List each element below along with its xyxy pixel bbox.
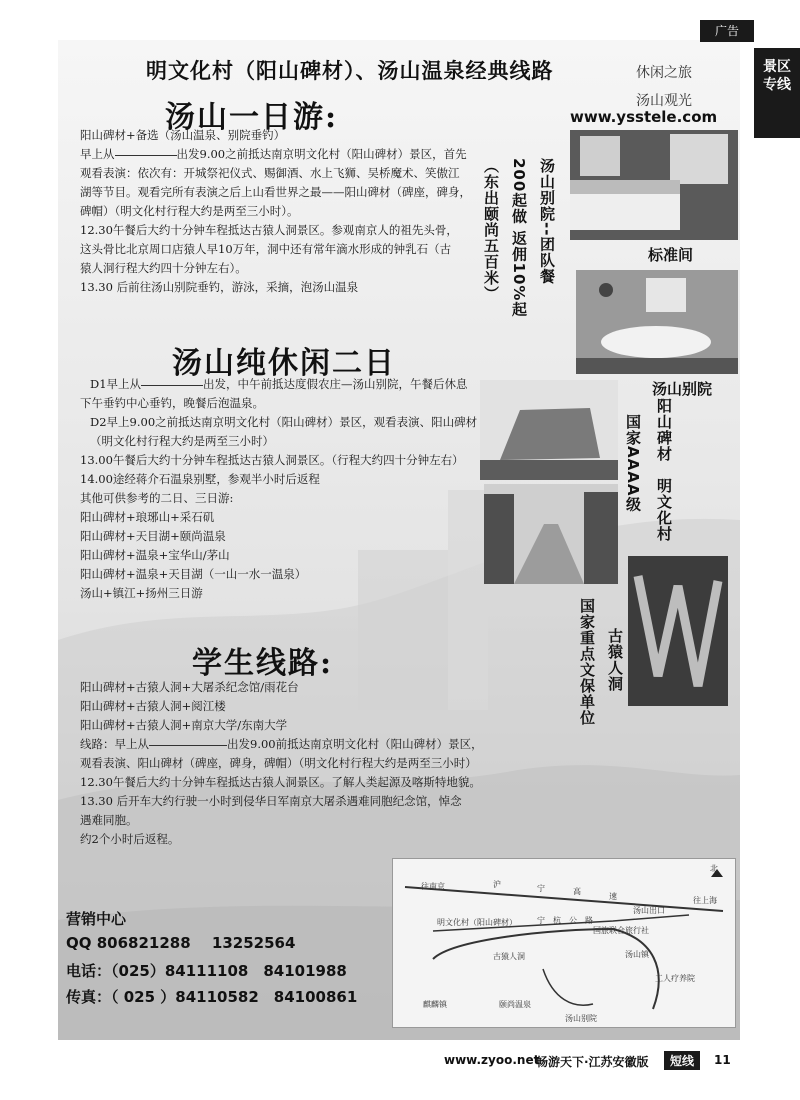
day-tour-line: 碑帽）（明文化村行程大约是两至三小时）。: [80, 204, 299, 218]
qq-label: QQ: [66, 934, 92, 952]
student-line: 阳山碑材+古猿人洞+南京大学/东南大学: [80, 718, 288, 732]
two-day-line: 14.00途经蒋介石温泉别墅，参观半小时后返程: [80, 472, 320, 486]
photo-standard-room: [570, 130, 738, 240]
day-tour-line: 12.30午餐后大约十分钟车程抵达古猿人洞景区。参观南京人的祖先头骨，: [80, 223, 458, 237]
map-hu: 沪: [493, 880, 501, 889]
qq-number-2[interactable]: 13252564: [211, 934, 296, 952]
photo-yangshan-stele: [480, 380, 618, 480]
two-day-line: 其他可供参考的二日、三日游:: [80, 491, 234, 505]
phone-number[interactable]: （025）84111108 84101988: [111, 962, 347, 980]
footer-site[interactable]: www.zyoo.net: [444, 1053, 540, 1067]
map-yishang: 颐尚温泉: [499, 1000, 531, 1009]
student-line: 遇难同胞。: [80, 813, 138, 827]
phone-label: 电话：: [66, 962, 112, 980]
website-url[interactable]: www.ysstele.com: [570, 108, 718, 126]
student-route-title: 学生线路:: [192, 646, 334, 681]
day-tour-title: 汤山一日游:: [165, 100, 339, 135]
side-note-leisure: 休闲之旅: [636, 65, 692, 81]
student-line: 13.30 后开车大约行驶一小时到侵华日军南京大屠杀遇难同胞纪念馆，悼念: [80, 794, 462, 808]
two-day-line: 阳山碑材+温泉+宝华山/茅山: [80, 548, 230, 562]
fax-label: 传真：: [66, 988, 112, 1006]
hall-illustration: [576, 270, 738, 374]
photo-banquet-hall: [576, 270, 738, 374]
student-route-prefix: 线路：早上从: [80, 737, 149, 751]
two-day-line: 13.00午餐后大约十分钟车程抵达古猿人洞景区。（行程大约四十分钟左右）: [80, 453, 464, 467]
map-north: 北: [710, 864, 718, 873]
map-qilin: 麒麟镇: [423, 1000, 447, 1009]
map-exit: 汤山出口: [633, 906, 665, 915]
footer-section-badge: 短线: [664, 1051, 700, 1070]
map-to-shanghai: 往上海: [693, 896, 717, 905]
map-ning-hang-road: 宁 杭 公 路: [537, 916, 593, 925]
two-day-line: 阳山碑材+琅琊山+采石矶: [80, 510, 215, 524]
room-illustration: [570, 130, 738, 240]
heritage-label: 国家重点文保单位: [578, 598, 596, 726]
day-tour-line-prefix: 早上从: [80, 147, 115, 161]
two-day-text: [80, 375, 477, 603]
student-line: 阳山碑材+古猿人洞+阅江楼: [80, 699, 226, 713]
map-to-nanjing: 往南京: [421, 882, 445, 891]
village-illustration: [484, 484, 618, 584]
day-tour-line: 13.30 后前往汤山别院垂钓，游泳，采摘，泡汤山温泉: [80, 280, 359, 294]
day-tour-line: 观看表演：依次有：开城祭祀仪式、赐御酒、水上飞狮、吴桥魔术、笑傲江: [80, 166, 460, 180]
ad-tag: 广告: [700, 20, 754, 42]
footer-magazine: 畅游天下·江苏安徽版: [536, 1055, 649, 1069]
national-4a-label: 国家AAAA级: [624, 414, 642, 513]
route-map[interactable]: [392, 858, 736, 1028]
side-tab-line-2: 专线: [763, 77, 791, 93]
meal-offer-label: 汤山别院--团队餐: [538, 158, 556, 285]
footer-page-number: 11: [714, 1053, 731, 1067]
qq-number[interactable]: 806821288: [96, 934, 191, 952]
map-villa: 汤山别院: [565, 1014, 597, 1023]
side-tab-line-1: 景区: [763, 59, 791, 75]
day-tour-line: 这头骨比北京周口店猿人早10万年，洞中还有常年滴水形成的钟乳石（古: [80, 242, 452, 256]
student-line: 约2个小时后返程。: [80, 832, 180, 846]
map-tangshan-town: 汤山镇: [625, 950, 649, 959]
map-agency: 国旅联合旅行社: [593, 926, 649, 935]
student-line: 12.30午餐后大约十分钟车程抵达古猿人洞景区。了解人类起源及喀斯特地貌。: [80, 775, 481, 789]
student-route-text: [80, 678, 483, 849]
ape-cave-label: 古猿人洞: [606, 628, 624, 692]
two-day-line-prefix: D1早上从: [90, 377, 142, 391]
photo-ming-village: [484, 484, 618, 584]
two-day-line-rest: 出发，中午前抵达度假农庄—汤山别院，午餐后休息: [203, 377, 468, 391]
photo-ape-cave: [628, 556, 728, 706]
two-day-line: 汤山+镇江+扬州三日游: [80, 586, 203, 600]
two-day-line: D2早上9.00之前抵达南京明文化村（阳山碑材）景区，观看表演、阳山碑材: [90, 415, 478, 429]
caption-tangshan-villa: 汤山别院: [652, 380, 713, 398]
blank-underline: [149, 744, 227, 746]
two-day-line: 阳山碑材+天目湖+颐尚温泉: [80, 529, 226, 543]
map-ning: 宁: [537, 884, 545, 893]
blank-underline: [141, 384, 203, 386]
contact-qq: [66, 934, 295, 952]
two-day-line: 阳山碑材+温泉+天目湖（一山一水一温泉）: [80, 567, 307, 581]
section-side-tab: [754, 48, 800, 138]
student-line: 阳山碑材+古猿人洞+大屠杀纪念馆/雨花台: [80, 680, 299, 694]
yangshan-label: 阳山碑材 明文化村: [655, 398, 673, 542]
contact-phone: [66, 960, 347, 981]
map-ming-village: 明文化村（阳山碑材）: [437, 918, 517, 927]
blank-underline: [115, 154, 177, 156]
day-tour-line: 阳山碑材+备选（汤山温泉、别院垂钓）: [80, 128, 286, 142]
two-day-line: 下午垂钓中心垂钓，晚餐后泡温泉。: [80, 396, 264, 410]
price-note-label: （东出颐尚五百米）: [482, 158, 500, 302]
two-day-title: 汤山纯休闲二日: [172, 346, 396, 381]
student-line-rest: 出发9.00前抵达南京明文化村（阳山碑材）景区，: [227, 737, 483, 751]
map-gao: 高: [573, 887, 581, 896]
caption-standard-room: 标准间: [648, 246, 694, 264]
day-tour-line: 猿人洞行程大约四十分钟左右）。: [80, 261, 247, 275]
day-tour-line-rest: 出发9.00之前抵达南京明文化村（阳山碑材）景区，首先: [176, 147, 467, 161]
map-su: 速: [609, 892, 617, 901]
cave-illustration: [628, 556, 728, 706]
student-line: [80, 735, 483, 754]
side-note-sightseeing: 汤山观光: [636, 93, 692, 109]
student-line: 观看表演、阳山碑材（碑座，碑身，碑帽）（明文化村行程大约是两至三小时）: [80, 756, 477, 770]
day-tour-line: [80, 145, 471, 164]
map-ape-cave: 古猿人洞: [493, 952, 525, 961]
page-title: 明文化村（阳山碑材）、汤山温泉经典线路: [146, 59, 554, 83]
stele-illustration: [480, 380, 618, 480]
day-tour-line: 湖等节目。观看完所有表演之后上山看世界之最——阳山碑材（碑座，碑身，: [80, 185, 471, 199]
two-day-line: [80, 375, 477, 394]
two-day-line: （明文化村行程大约是两至三小时）: [90, 434, 274, 448]
map-worker-sanatorium: 工人疗养院: [655, 974, 695, 983]
price-label: 200起做 返佣10%起: [510, 158, 528, 318]
contact-fax: [66, 986, 357, 1007]
contact-heading: 营销中心: [66, 910, 127, 928]
fax-number: （ 025 ）84110582 84100861: [111, 988, 358, 1006]
day-tour-text: [80, 126, 471, 297]
